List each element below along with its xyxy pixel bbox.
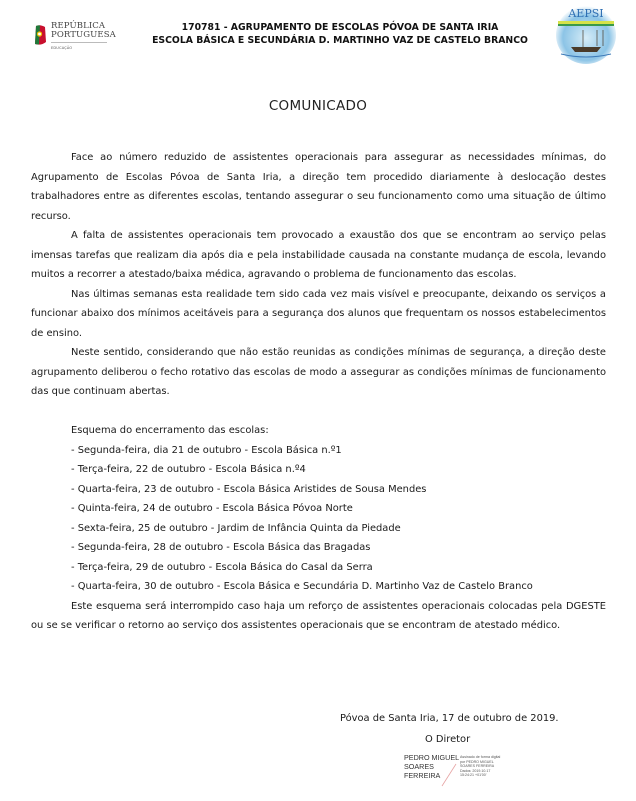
document-body: [31, 148, 606, 636]
signature-meta-line: Assinado de forma digital: [460, 755, 501, 759]
signature-name-line: PEDRO MIGUEL: [404, 753, 460, 762]
paragraph: Nas últimas semanas esta realidade tem sido cada vez mais visível e preocupante, deixando os serviços a funcionar abaixo dos mínimos aceitáveis para a segurança dos alunos que frequentam os nossos estabelecimentos de ensino.: [31, 288, 606, 339]
schedule-item: - Quarta-feira, 23 de outubro - Escola Básica Aristides de Sousa Mendes: [71, 483, 427, 495]
signature-name-line: SOARES: [404, 762, 434, 771]
signature-stamp-icon: [440, 760, 460, 788]
schedule-item: - Terça-feira, 29 de outubro - Escola Básica do Casal da Serra: [71, 561, 373, 573]
page-title: COMUNICADO: [268, 98, 368, 114]
logo-sub: EDUCAÇÃO: [51, 46, 73, 50]
schedule-item: - Quinta-feira, 24 de outubro - Escola Básica Póvoa Norte: [71, 503, 353, 514]
schedule-item: - Segunda-feira, dia 21 de outubro - Escola Básica n.º1: [71, 444, 342, 456]
logo-divider: [51, 42, 107, 43]
republica-portuguesa-logo: [34, 22, 114, 54]
paragraph: Face ao número reduzido de assistentes operacionais para assegurar as necessidades mínimas, do Agrupamento de Escolas Póvoa de Santa Iria, a direção tem procedido diariamente à deslocação destes trabalhadores entre as diferentes escolas, tentando assegurar o seu funcionamento como uma situação de último recurso.: [31, 152, 606, 222]
school-header: [150, 21, 530, 47]
signatory-role: O Diretor: [425, 734, 471, 745]
signature-meta-line: 15:24:21 +01'00': [460, 773, 487, 778]
signature-name-line: FERREIRA: [404, 771, 441, 780]
schedule-item: - Sexta-feira, 25 de outubro - Jardim de Infância Quinta da Piedade: [71, 522, 401, 534]
signature-meta-line: Dados: 2019.10.17: [460, 768, 491, 773]
portugal-flag-icon: [34, 24, 47, 46]
paragraph: A falta de assistentes operacionais tem provocado a exaustão dos que se encontram ao serviço pelas imensas tarefas que realizam dia após dia e pela instabilidade causada na constante mudança de escola, levando muitos a recorrer a atestado/baixa médica, agravando o problema de funcionamento das escolas.: [31, 230, 606, 280]
schedule-item: - Quarta-feira, 30 de outubro - Escola Básica e Secundária D. Martinho Vaz de Castelo Branco: [71, 581, 533, 592]
signature-meta-line: por PEDRO MIGUEL: [460, 759, 494, 764]
signature-metadata: [460, 755, 520, 778]
logo-line1: REPÚBLICA: [51, 21, 106, 31]
aepsi-text: AEPSI: [568, 7, 604, 20]
aepsi-logo: [553, 2, 619, 66]
schedule-item: - Terça-feira, 22 de outubro - Escola Básica n.º4: [71, 464, 306, 475]
schedule-note: Este esquema será interrompido caso haja um reforço de assistentes operacionais colocadas pela DGESTE ou se se verificar o retorno ao serviço dos assistentes operacionais que se encontram de atestado médico.: [31, 600, 606, 631]
logo-line2: PORTUGUESA: [51, 30, 116, 40]
paragraph: Neste sentido, considerando que não estão reunidas as condições mínimas de segurança, a direção deste agrupamento deliberou o fecho rotativo das escolas de modo a assegurar as condições mínimas de funcionamento das que continuam abertas.: [31, 347, 606, 397]
header-line2: ESCOLA BÁSICA E SECUNDÁRIA D. MARTINHO VAZ DE CASTELO BRANCO: [152, 35, 528, 46]
schedule-intro: Esquema do encerramento das escolas:: [71, 425, 269, 436]
schedule-item: - Segunda-feira, 28 de outubro - Escola Básica das Bragadas: [71, 542, 371, 553]
header-line1: 170781 - AGRUPAMENTO DE ESCOLAS PÓVOA DE SANTA IRIA: [181, 22, 499, 33]
signature-meta-line: SOARES FERREIRA: [460, 764, 495, 769]
place-date: Póvoa de Santa Iria, 17 de outubro de 2019.: [340, 713, 559, 724]
